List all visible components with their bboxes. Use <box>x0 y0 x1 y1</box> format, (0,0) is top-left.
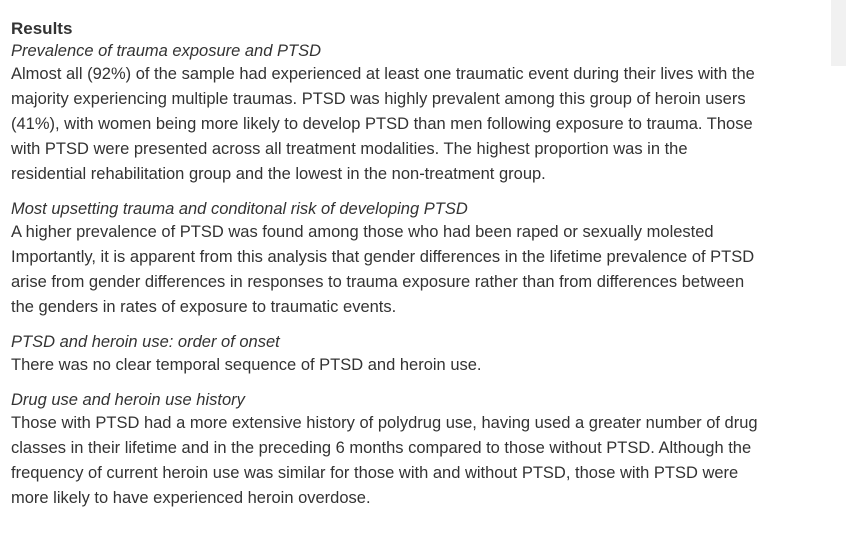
section-drug-use-history <box>11 389 811 511</box>
section-prevalence <box>11 40 811 187</box>
text-line: There was no clear temporal sequence of PTSD and heroin use. <box>11 356 482 374</box>
scrollbar[interactable] <box>831 0 846 66</box>
text-line: majority experiencing multiple traumas. PTSD was highly prevalent among this group of heroin users <box>11 90 746 108</box>
section-title: Prevalence of trauma exposure and PTSD <box>11 42 321 60</box>
section-body <box>11 353 811 378</box>
section-body <box>11 62 811 187</box>
section-title: Drug use and heroin use history <box>11 391 245 409</box>
text-line: the genders in rates of exposure to traumatic events. <box>11 298 397 316</box>
text-line: with PTSD were presented across all treatment modalities. The highest proportion was in the <box>11 140 688 158</box>
results-heading: Results <box>11 19 73 38</box>
text-line: A higher prevalence of PTSD was found among those who had been raped or sexually molested <box>11 223 714 241</box>
text-line: Almost all (92%) of the sample had experienced at least one traumatic event during their lives with the <box>11 65 755 83</box>
section-body <box>11 220 811 320</box>
text-line: residential rehabilitation group and the lowest in the non-treatment group. <box>11 165 546 183</box>
text-line: more likely to have experienced heroin overdose. <box>11 489 371 507</box>
section-title: PTSD and heroin use: order of onset <box>11 333 280 351</box>
text-line: Those with PTSD had a more extensive history of polydrug use, having used a greater number of drug <box>11 414 758 432</box>
section-most-upsetting-trauma <box>11 198 811 320</box>
text-line: frequency of current heroin use was similar for those with and without PTSD, those with PTSD were <box>11 464 739 482</box>
article-content <box>11 18 811 511</box>
text-line: Importantly, it is apparent from this analysis that gender differences in the lifetime prevalence of PTSD <box>11 248 755 266</box>
text-line: arise from gender differences in responses to trauma exposure rather than from differences between <box>11 273 745 291</box>
text-line: (41%), with women being more likely to develop PTSD than men following exposure to trauma. Those <box>11 115 753 133</box>
section-order-of-onset <box>11 331 811 378</box>
text-line: classes in their lifetime and in the preceding 6 months compared to those without PTSD. Although the <box>11 439 752 457</box>
section-title: Most upsetting trauma and conditonal risk of developing PTSD <box>11 200 468 218</box>
section-body <box>11 411 811 511</box>
